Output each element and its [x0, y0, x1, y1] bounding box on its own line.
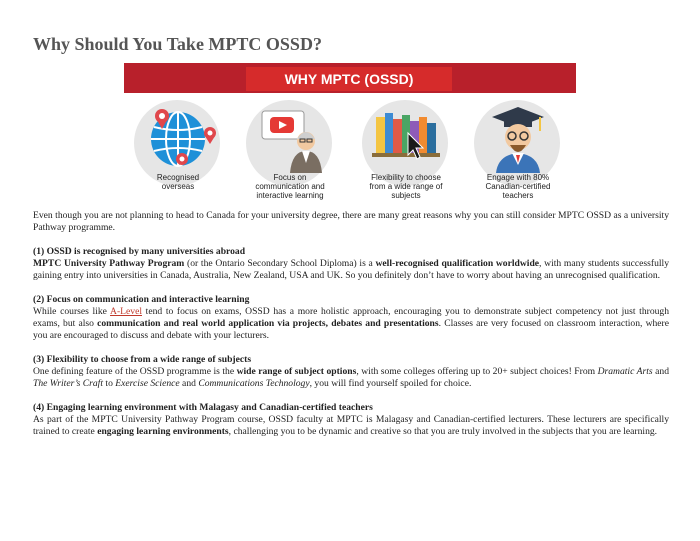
section-1-heading: (1) OSSD is recognised by many universities abroad: [33, 246, 246, 257]
section-1: [33, 246, 669, 282]
banner-header-bar: [124, 63, 576, 93]
globe-icon: [136, 103, 220, 171]
card-caption: Focus on communication and interactive learning: [255, 173, 325, 200]
text: and: [652, 366, 670, 377]
subject-name: Communications Technology: [198, 378, 310, 389]
article-body: [33, 210, 669, 450]
emphasis: communication and real world application via projects, debates and presentations: [97, 318, 439, 329]
card-caption: Engage with 80% Canadian-certified teachers: [485, 173, 551, 200]
card-recognised: [128, 97, 228, 209]
a-level-link[interactable]: A-Level: [110, 306, 142, 317]
section-4: [33, 402, 669, 438]
text: tend to focus on exams, OSSD has a more holistic approach, encouraging you to demonstrate subject competency not just through exams, but also: [33, 306, 670, 329]
card-teachers: [468, 97, 568, 209]
section-3: [33, 354, 669, 390]
books-icon: [362, 103, 450, 173]
text: , with some colleges offering up to 20+ subject choices! From: [356, 366, 598, 377]
emphasis: MPTC University Pathway Program: [33, 258, 185, 269]
emphasis: engaging learning environments: [97, 426, 229, 437]
text: One defining feature of the OSSD programme is the: [33, 366, 237, 377]
text: (or the Ontario Secondary School Diploma) is a: [184, 258, 376, 269]
intro-paragraph: Even though you are not planning to head to Canada for your university degree, there are many great reasons why you can still consider MPTC OSSD as a university Pathway programme.: [33, 210, 669, 233]
page-title: Why Should You Take MPTC OSSD?: [33, 34, 322, 54]
text: , challenging you to be dynamic and creative so that you are truly involved in the subjects that you are learning.: [228, 426, 658, 437]
text: As part of the MPTC University Pathway Program course, OSSD faculty at MPTC is Malagasy and Canadian-certified lecturers. These lecturers are specifically trained to create: [33, 414, 669, 437]
text: and: [179, 378, 199, 389]
subject-name: The Writer’s Craft: [33, 378, 104, 389]
text: , with many students successfully gaining entry into universities in Canada, Australia, New Zealand, USA and UK. So you definitely don’t have to worry about having an unrecognised qualification.: [33, 258, 669, 281]
banner-heading: WHY MPTC (OSSD): [246, 67, 452, 91]
emphasis: wide range of subject options: [236, 366, 357, 377]
card-caption: Recognised overseas: [156, 173, 200, 191]
text: , you will find yourself spoiled for choice.: [309, 378, 472, 389]
subject-name: Exercise Science: [115, 378, 180, 389]
section-3-heading: (3) Flexibility to choose from a wide range of subjects: [33, 354, 252, 365]
card-communication: [240, 97, 340, 209]
section-4-heading: (4) Engaging learning environment with Malagasy and Canadian-certified teachers: [33, 402, 373, 413]
card-flexibility: [356, 97, 456, 209]
section-2-heading: (2) Focus on communication and interactive learning: [33, 294, 250, 305]
why-mptc-banner: [124, 63, 576, 209]
video-teacher-icon: [246, 103, 334, 173]
text: . Classes are very focused on classroom interaction, where you are encouraged to discuss and debate with your lecturers.: [33, 318, 670, 341]
section-2: [33, 294, 669, 342]
card-caption: Flexibility to choose from a wide range of subjects: [369, 173, 443, 200]
text: to: [103, 378, 116, 389]
graduate-icon: [474, 101, 562, 173]
subject-name: Dramatic Arts: [597, 366, 653, 377]
text: While courses like: [33, 306, 111, 317]
emphasis: well-recognised qualification worldwide: [375, 258, 540, 269]
